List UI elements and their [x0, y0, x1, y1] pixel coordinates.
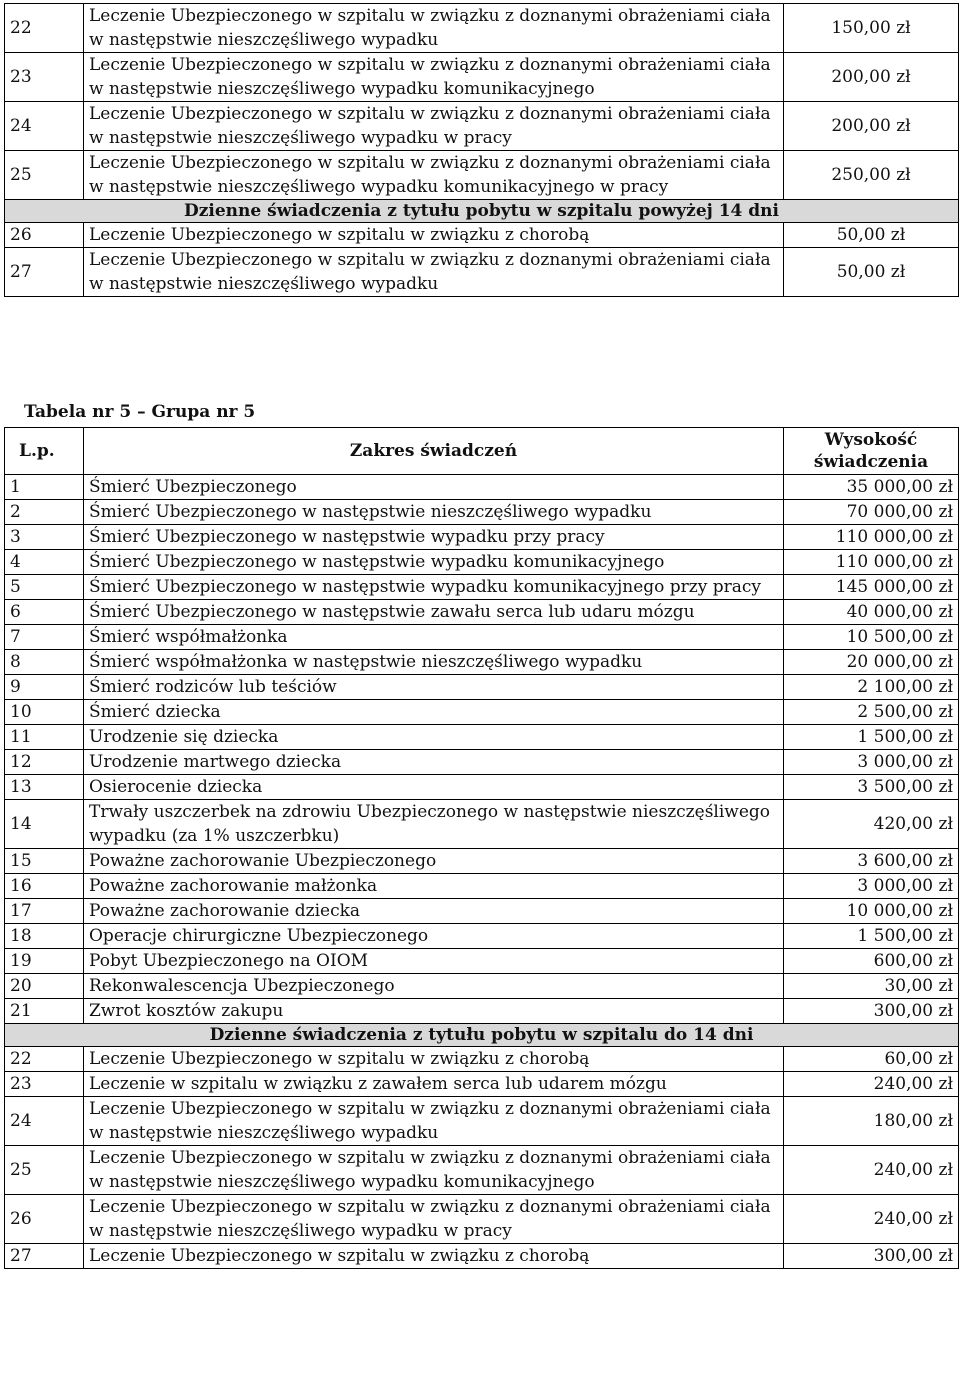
table-row [5, 151, 959, 200]
row-amount: 20 000,00 zł [784, 650, 959, 675]
row-number: 12 [5, 750, 84, 775]
row-number: 9 [5, 675, 84, 700]
row-description: Leczenie Ubezpieczonego w szpitalu w związku z doznanymi obrażeniami ciała w następstwie nieszczęśliwego wypadku komunikacyjnego [84, 53, 784, 102]
row-description: Poważne zachorowanie małżonka [84, 874, 784, 899]
row-amount: 10 500,00 zł [784, 625, 959, 650]
benefits-table-group-5 [4, 427, 959, 1269]
row-amount: 250,00 zł [784, 151, 959, 200]
row-description: Leczenie Ubezpieczonego w szpitalu w związku z chorobą [84, 223, 784, 248]
table-row [5, 1195, 959, 1244]
table-caption: Tabela nr 5 – Grupa nr 5 [24, 402, 256, 422]
table-body-b [5, 223, 959, 297]
row-description: Pobyt Ubezpieczonego na OIOM [84, 949, 784, 974]
row-description: Rekonwalescencja Ubezpieczonego [84, 974, 784, 999]
row-amount: 3 600,00 zł [784, 849, 959, 874]
table-row [5, 102, 959, 151]
table-row [5, 575, 959, 600]
table-row [5, 1047, 959, 1072]
row-amount: 240,00 zł [784, 1195, 959, 1244]
row-amount: 2 100,00 zł [784, 675, 959, 700]
table-body-a [5, 4, 959, 200]
section-label: Dzienne świadczenia z tytułu pobytu w szpitalu powyżej 14 dni [5, 200, 959, 223]
row-number: 17 [5, 899, 84, 924]
row-description: Urodzenie martwego dziecka [84, 750, 784, 775]
table-row [5, 899, 959, 924]
table-row [5, 4, 959, 53]
table-row [5, 675, 959, 700]
table-row [5, 949, 959, 974]
table-body-main-a [5, 475, 959, 1024]
table-row [5, 775, 959, 800]
table-row [5, 525, 959, 550]
table-row [5, 223, 959, 248]
row-description: Zwrot kosztów zakupu [84, 999, 784, 1024]
row-number: 19 [5, 949, 84, 974]
row-amount: 110 000,00 zł [784, 550, 959, 575]
table-row [5, 849, 959, 874]
row-number: 11 [5, 725, 84, 750]
row-amount: 35 000,00 zł [784, 475, 959, 500]
row-description: Śmierć Ubezpieczonego w następstwie nieszczęśliwego wypadku [84, 500, 784, 525]
row-description: Leczenie Ubezpieczonego w szpitalu w związku z doznanymi obrażeniami ciała w następstwie nieszczęśliwego wypadku w pracy [84, 102, 784, 151]
row-amount: 240,00 zł [784, 1072, 959, 1097]
row-number: 27 [5, 1244, 84, 1269]
row-description: Trwały uszczerbek na zdrowiu Ubezpieczonego w następstwie nieszczęśliwego wypadku (za 1% uszczerbku) [84, 800, 784, 849]
row-description: Urodzenie się dziecka [84, 725, 784, 750]
table-row [5, 999, 959, 1024]
row-number: 18 [5, 924, 84, 949]
row-number: 13 [5, 775, 84, 800]
row-number: 4 [5, 550, 84, 575]
row-description: Śmierć Ubezpieczonego w następstwie wypadku komunikacyjnego [84, 550, 784, 575]
table-row [5, 800, 959, 849]
row-amount: 3 500,00 zł [784, 775, 959, 800]
header-desc: Zakres świadczeń [84, 428, 784, 475]
row-amount: 1 500,00 zł [784, 924, 959, 949]
row-number: 25 [5, 1146, 84, 1195]
row-number: 5 [5, 575, 84, 600]
table-row [5, 924, 959, 949]
row-number: 16 [5, 874, 84, 899]
table-row [5, 750, 959, 775]
row-description: Poważne zachorowanie dziecka [84, 899, 784, 924]
row-number: 22 [5, 4, 84, 53]
table-row [5, 650, 959, 675]
row-amount: 200,00 zł [784, 102, 959, 151]
table-body-main-b [5, 1047, 959, 1269]
row-amount: 145 000,00 zł [784, 575, 959, 600]
row-number: 1 [5, 475, 84, 500]
row-amount: 70 000,00 zł [784, 500, 959, 525]
row-amount: 240,00 zł [784, 1146, 959, 1195]
row-number: 15 [5, 849, 84, 874]
row-number: 23 [5, 1072, 84, 1097]
row-number: 22 [5, 1047, 84, 1072]
row-amount: 1 500,00 zł [784, 725, 959, 750]
row-amount: 200,00 zł [784, 53, 959, 102]
row-description: Leczenie Ubezpieczonego w szpitalu w związku z doznanymi obrażeniami ciała w następstwie nieszczęśliwego wypadku komunikacyjnego [84, 1146, 784, 1195]
table-row [5, 550, 959, 575]
row-description: Leczenie Ubezpieczonego w szpitalu w związku z doznanymi obrażeniami ciała w następstwie nieszczęśliwego wypadku [84, 1097, 784, 1146]
row-number: 6 [5, 600, 84, 625]
row-description: Leczenie Ubezpieczonego w szpitalu w związku z doznanymi obrażeniami ciała w następstwie nieszczęśliwego wypadku w pracy [84, 1195, 784, 1244]
row-description: Śmierć współmałżonka [84, 625, 784, 650]
row-description: Śmierć Ubezpieczonego w następstwie wypadku komunikacyjnego przy pracy [84, 575, 784, 600]
row-amount: 420,00 zł [784, 800, 959, 849]
row-amount: 60,00 zł [784, 1047, 959, 1072]
row-number: 8 [5, 650, 84, 675]
benefits-table-continued [4, 3, 959, 297]
row-amount: 40 000,00 zł [784, 600, 959, 625]
row-description: Osierocenie dziecka [84, 775, 784, 800]
row-number: 26 [5, 1195, 84, 1244]
row-description: Śmierć dziecka [84, 700, 784, 725]
table-row [5, 248, 959, 297]
row-amount: 180,00 zł [784, 1097, 959, 1146]
table-row [5, 700, 959, 725]
row-number: 27 [5, 248, 84, 297]
section-row [5, 1024, 959, 1047]
row-amount: 150,00 zł [784, 4, 959, 53]
row-description: Śmierć Ubezpieczonego w następstwie wypadku przy pracy [84, 525, 784, 550]
section-label: Dzienne świadczenia z tytułu pobytu w szpitalu do 14 dni [5, 1024, 959, 1047]
table-row [5, 1097, 959, 1146]
row-description: Leczenie Ubezpieczonego w szpitalu w związku z chorobą [84, 1244, 784, 1269]
row-description: Leczenie Ubezpieczonego w szpitalu w związku z doznanymi obrażeniami ciała w następstwie nieszczęśliwego wypadku komunikacyjnego w pracy [84, 151, 784, 200]
row-amount: 50,00 zł [784, 223, 959, 248]
row-number: 24 [5, 1097, 84, 1146]
row-description: Leczenie Ubezpieczonego w szpitalu w związku z doznanymi obrażeniami ciała w następstwie nieszczęśliwego wypadku [84, 248, 784, 297]
row-description: Leczenie w szpitalu w związku z zawałem serca lub udarem mózgu [84, 1072, 784, 1097]
table-row [5, 1244, 959, 1269]
row-number: 25 [5, 151, 84, 200]
table-row [5, 874, 959, 899]
row-number: 7 [5, 625, 84, 650]
header-amount: Wysokość świadczenia [784, 428, 959, 475]
row-number: 2 [5, 500, 84, 525]
row-amount: 30,00 zł [784, 974, 959, 999]
row-description: Leczenie Ubezpieczonego w szpitalu w związku z chorobą [84, 1047, 784, 1072]
header-lp: L.p. [5, 428, 84, 475]
row-amount: 3 000,00 zł [784, 874, 959, 899]
header-row [5, 428, 959, 475]
row-number: 26 [5, 223, 84, 248]
table-row [5, 53, 959, 102]
row-number: 20 [5, 974, 84, 999]
row-amount: 2 500,00 zł [784, 700, 959, 725]
row-description: Śmierć rodziców lub teściów [84, 675, 784, 700]
table-row [5, 600, 959, 625]
row-amount: 300,00 zł [784, 1244, 959, 1269]
table-row [5, 625, 959, 650]
row-description: Poważne zachorowanie Ubezpieczonego [84, 849, 784, 874]
row-number: 3 [5, 525, 84, 550]
row-amount: 3 000,00 zł [784, 750, 959, 775]
row-description: Śmierć Ubezpieczonego w następstwie zawału serca lub udaru mózgu [84, 600, 784, 625]
row-description: Śmierć współmałżonka w następstwie nieszczęśliwego wypadku [84, 650, 784, 675]
row-amount: 300,00 zł [784, 999, 959, 1024]
table-row [5, 974, 959, 999]
table-row [5, 1072, 959, 1097]
table-row [5, 725, 959, 750]
row-description: Śmierć Ubezpieczonego [84, 475, 784, 500]
row-amount: 10 000,00 zł [784, 899, 959, 924]
table-row [5, 1146, 959, 1195]
row-number: 24 [5, 102, 84, 151]
row-number: 23 [5, 53, 84, 102]
row-number: 21 [5, 999, 84, 1024]
row-number: 14 [5, 800, 84, 849]
row-number: 10 [5, 700, 84, 725]
table-row [5, 475, 959, 500]
row-amount: 600,00 zł [784, 949, 959, 974]
table-row [5, 500, 959, 525]
row-amount: 50,00 zł [784, 248, 959, 297]
row-amount: 110 000,00 zł [784, 525, 959, 550]
section-row [5, 200, 959, 223]
row-description: Leczenie Ubezpieczonego w szpitalu w związku z doznanymi obrażeniami ciała w następstwie nieszczęśliwego wypadku [84, 4, 784, 53]
row-description: Operacje chirurgiczne Ubezpieczonego [84, 924, 784, 949]
